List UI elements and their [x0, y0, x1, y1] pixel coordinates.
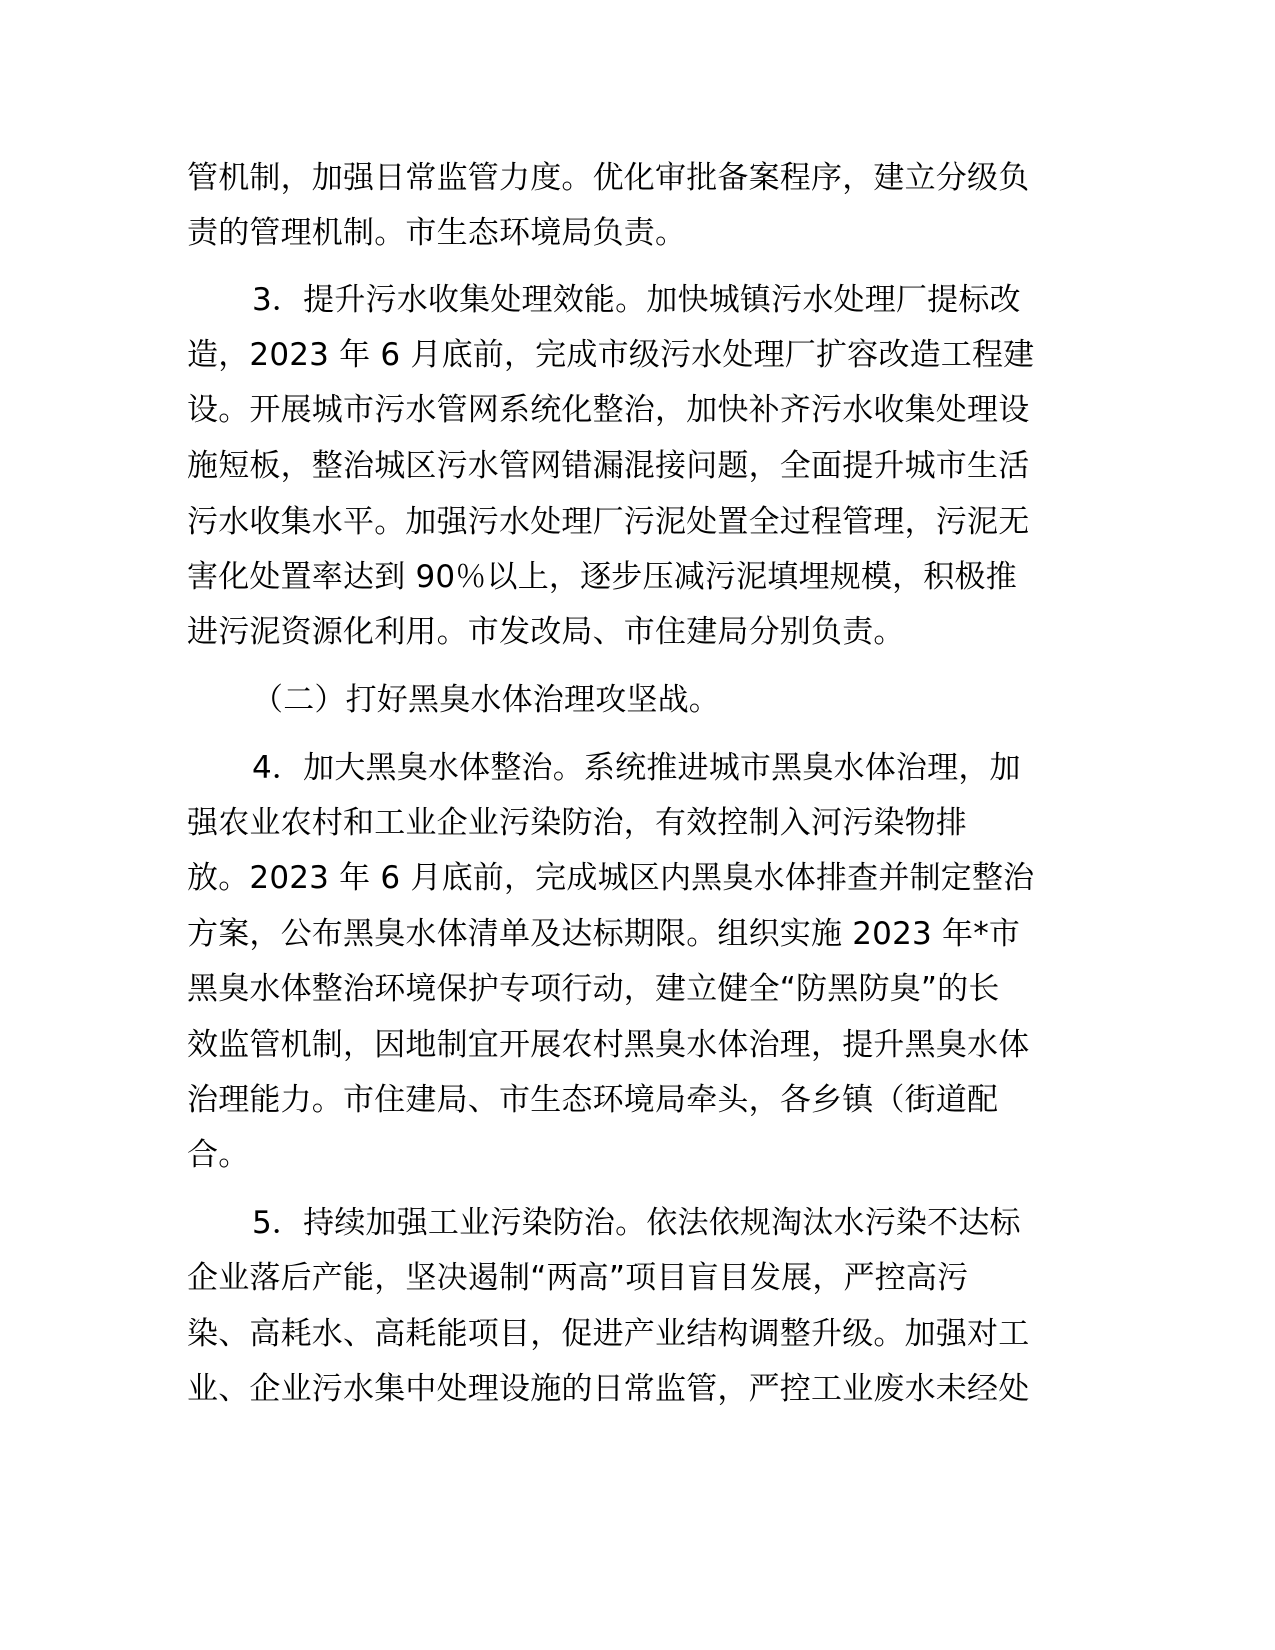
paragraph-line: 责的管理机制。市生态环境局负责。: [187, 215, 687, 251]
paragraph-line: 合。: [187, 1137, 250, 1173]
paragraph-line: 治理能力。市住建局、市生态环境局牵头，各乡镇（街道配: [187, 1082, 999, 1118]
paragraph-line: 造，2023 年 6 月底前，完成市级污水处理厂扩容改造工程建: [187, 337, 1035, 373]
paragraph-line: 4．加大黑臭水体整治。系统推进城市黑臭水体治理，加: [252, 750, 1021, 786]
paragraph-line: 黑臭水体整治环境保护专项行动，建立健全“防黑防臭”的长: [187, 971, 1000, 1007]
paragraph-line: 放。2023 年 6 月底前，完成城区内黑臭水体排查并制定整治: [187, 860, 1035, 896]
paragraph-line: 染、高耗水、高耗能项目，促进产业结构调整升级。加强对工: [187, 1316, 1030, 1352]
paragraph-line: 施短板，整治城区污水管网错漏混接问题，全面提升城市生活: [187, 448, 1030, 484]
paragraph-line: 害化处置率达到 90％以上，逐步压减污泥填埋规模，积极推: [187, 559, 1017, 595]
paragraph-line: 方案，公布黑臭水体清单及达标期限。组织实施 2023 年*市: [187, 916, 1021, 952]
paragraph-line: 效监管机制，因地制宜开展农村黑臭水体治理，提升黑臭水体: [187, 1027, 1030, 1063]
paragraph-line: 设。开展城市污水管网系统化整治，加快补齐污水收集处理设: [187, 392, 1030, 428]
paragraph-line: 业、企业污水集中处理设施的日常监管，严控工业废水未经处: [187, 1371, 1030, 1407]
paragraph-line: 3．提升污水收集处理效能。加快城镇污水处理厂提标改: [252, 282, 1021, 318]
paragraph-line: 管机制，加强日常监管力度。优化审批备案程序，建立分级负: [187, 160, 1030, 196]
paragraph-line: 企业落后产能，坚决遏制“两高”项目盲目发展，严控高污: [187, 1260, 969, 1296]
paragraph-line: 进污泥资源化利用。市发改局、市住建局分别负责。: [187, 614, 905, 650]
paragraph-line: 强农业农村和工业企业污染防治，有效控制入河污染物排: [187, 805, 967, 841]
section-heading: （二）打好黑臭水体治理攻坚战。: [252, 682, 720, 718]
paragraph-line: 5．持续加强工业污染防治。依法依规淘汰水污染不达标: [252, 1205, 1021, 1241]
paragraph-line: 污水收集水平。加强污水处理厂污泥处置全过程管理，污泥无: [187, 504, 1030, 540]
